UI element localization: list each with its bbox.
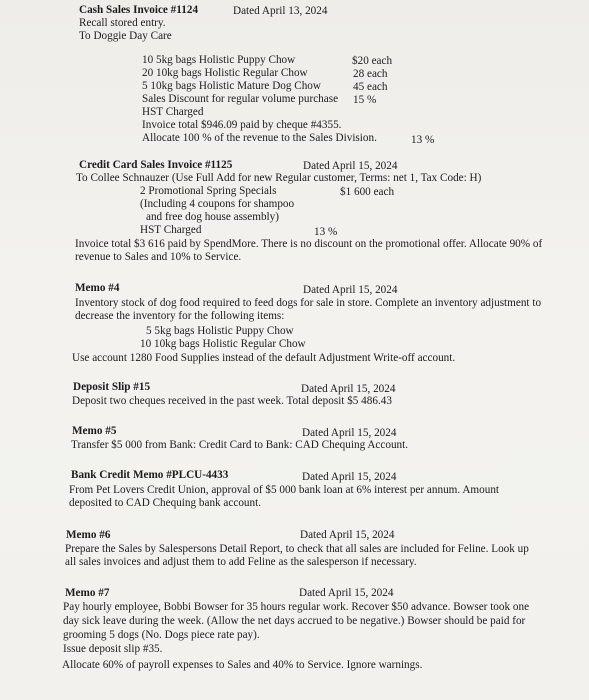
invoice-1125-hst-label: HST Charged bbox=[140, 224, 202, 236]
memo5-body: Transfer $5 000 from Bank: Credit Card to Bank: CAD Chequing Account. bbox=[71, 439, 409, 451]
memo7-date: Dated April 15, 2024 bbox=[299, 587, 394, 599]
invoice-1125-hst-rate: 13 % bbox=[314, 226, 338, 238]
invoice-1124-line1: Recall stored entry. bbox=[79, 17, 166, 29]
bank-memo-body2: deposited to CAD Chequing bank account. bbox=[69, 497, 262, 509]
invoice-1124-item-price: 15 % bbox=[353, 94, 377, 106]
invoice-1125-body2: revenue to Sales and 10% to Service. bbox=[75, 251, 242, 263]
memo4-title: Memo #4 bbox=[75, 282, 120, 294]
invoice-1124-item-price: $20 each bbox=[352, 55, 393, 67]
deposit15-title: Deposit Slip #15 bbox=[73, 381, 151, 393]
invoice-1124-date: Dated April 13, 2024 bbox=[233, 5, 328, 17]
memo5-date: Dated April 15, 2024 bbox=[302, 427, 397, 439]
memo7-body5: Allocate 60% of payroll expenses to Sales and 40% to Service. Ignore warnings. bbox=[62, 659, 423, 671]
invoice-1124-item-desc: Sales Discount for regular volume purchase bbox=[142, 93, 339, 105]
memo7-title: Memo #7 bbox=[65, 587, 110, 599]
bank-memo-body1: From Pet Lovers Credit Union, approval of $5 000 bank loan at 6% interest per annum. Amount bbox=[69, 484, 500, 496]
memo7-body3: grooming 5 dogs (No. Dogs piece rate pay). bbox=[63, 629, 260, 641]
invoice-1124-item-desc: 10 5kg bags Holistic Puppy Chow bbox=[142, 54, 296, 66]
invoice-1124-allocate: Allocate 100 % of the revenue to the Sales Division. bbox=[142, 132, 377, 144]
invoice-1125-customer: To Collee Schnauzer (Use Full Add for new Regular customer, Terms: net 1, Tax Code: H) bbox=[76, 172, 482, 184]
memo4-item2: 10 10kg bags Holistic Regular Chow bbox=[140, 338, 306, 350]
memo4-date: Dated April 15, 2024 bbox=[303, 284, 398, 296]
invoice-1124-item-desc: 5 10kg bags Holistic Mature Dog Chow bbox=[142, 80, 321, 92]
memo4-body2: decrease the inventory for the following items: bbox=[75, 310, 285, 322]
memo6-body2: all sales invoices and adjust them to add Feline as the salesperson if necessary. bbox=[65, 556, 417, 568]
invoice-1125-title: Credit Card Sales Invoice #1125 bbox=[79, 159, 233, 171]
memo5-title: Memo #5 bbox=[72, 425, 117, 437]
invoice-1125-note1: (Including 4 coupons for shampoo bbox=[140, 198, 295, 210]
bank-memo-title: Bank Credit Memo #PLCU-4433 bbox=[71, 469, 229, 481]
memo7-body4: Issue deposit slip #35. bbox=[63, 643, 163, 655]
memo6-date: Dated April 15, 2024 bbox=[300, 529, 395, 541]
invoice-1125-note2: and free dog house assembly) bbox=[146, 211, 279, 223]
memo4-body1: Inventory stock of dog food required to feed dogs for sale in store. Complete an inventory adjustment to bbox=[75, 297, 542, 309]
invoice-1124-total: Invoice total $946.09 paid by cheque #4355. bbox=[142, 119, 342, 131]
memo7-body2: day sick leave during the week. (Allow the net days accrued to be negative.) Bowser should be paid for bbox=[63, 615, 526, 627]
memo6-body1: Prepare the Sales by Salespersons Detail Report, to check that all sales are included for Feline. Look up bbox=[65, 543, 529, 555]
invoice-1125-date: Dated April 15, 2024 bbox=[303, 160, 398, 172]
invoice-1124-line2: To Doggie Day Care bbox=[79, 30, 172, 42]
invoice-1125-price: $1 600 each bbox=[340, 186, 395, 198]
invoice-1125-body1: Invoice total $3 616 paid by SpendMore. There is no discount on the promotional offer. Allocate 90% of bbox=[75, 238, 543, 250]
bank-memo-date: Dated April 15, 2024 bbox=[302, 471, 397, 483]
memo4-item1: 5 5kg bags Holistic Puppy Chow bbox=[146, 325, 294, 337]
invoice-1124-hst-rate: 13 % bbox=[411, 134, 435, 146]
invoice-1124-title: Cash Sales Invoice #1124 bbox=[79, 4, 199, 16]
invoice-1125-item: 2 Promotional Spring Specials bbox=[140, 185, 277, 197]
invoice-1124-item-price: 45 each bbox=[353, 81, 388, 93]
deposit15-body: Deposit two cheques received in the past week. Total deposit $5 486.43 bbox=[72, 395, 392, 407]
deposit15-date: Dated April 15, 2024 bbox=[301, 383, 396, 395]
invoice-1124-item-desc: 20 10kg bags Holistic Regular Chow bbox=[142, 67, 308, 79]
memo6-title: Memo #6 bbox=[66, 529, 111, 541]
memo4-body3: Use account 1280 Food Supplies instead of the default Adjustment Write-off account. bbox=[72, 352, 456, 364]
invoice-1124-item-price: 28 each bbox=[353, 68, 388, 80]
invoice-1124-hst-label: HST Charged bbox=[142, 106, 204, 118]
memo7-body1: Pay hourly employee, Bobbi Bowser for 35 hours regular work. Recover $50 advance. Bowser took one bbox=[63, 601, 530, 613]
